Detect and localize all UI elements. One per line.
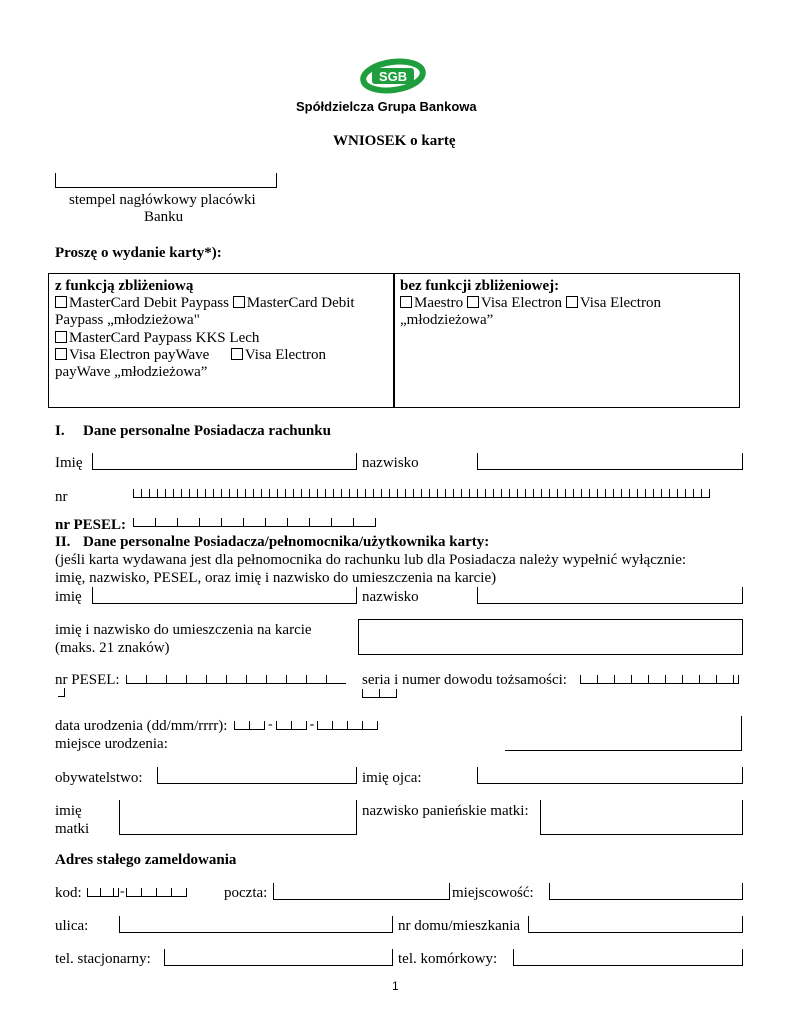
city-label: miejscowość: [452,885,534,901]
card-name-label-2: (maks. 21 znaków) [55,640,170,656]
page-title: WNIOSEK o kartę [333,133,456,149]
citizenship-label: obywatelstwo: [55,770,143,786]
checkbox-visa-electron[interactable] [467,296,479,308]
id-doc-input-2[interactable] [362,688,397,698]
card-name-label-1: imię i nazwisko do umieszczenia na karcie [55,622,312,638]
stamp-label-1: stempel nagłówkowy placówki [69,192,256,208]
street-label: ulica: [55,918,89,934]
s1-nazwisko-label: nazwisko [362,455,419,471]
card-name-input[interactable] [358,619,743,655]
stamp-label-2: Banku [144,209,184,225]
s1-imie-label: Imię [55,455,83,471]
contactless-heading: z funkcją zbliżeniową [55,278,194,294]
checkbox-mastercard-debit-paypass-youth[interactable] [233,296,245,308]
postcode-label: kod: [55,885,82,901]
s1-pesel-input[interactable] [133,517,376,527]
street-input[interactable] [119,916,393,933]
s1-last-name-input[interactable] [477,453,743,470]
mother-maiden-input[interactable] [540,800,743,835]
non-contactless-heading: bez funkcji zbliżeniowej: [400,278,560,294]
mobile-label: tel. komórkowy: [398,951,498,967]
section2-note-2: imię, nazwisko, PESEL, oraz imię i nazwisko do umieszczenia na karcie) [55,570,497,586]
s2-last-name-input[interactable] [477,587,743,604]
id-doc-input[interactable] [580,674,739,684]
s2-imie-label: imię [55,589,82,605]
id-doc-label: seria i numer dowodu tożsamości: [362,672,567,688]
house-number-label: nr domu/mieszkania [398,918,521,934]
citizenship-input[interactable] [157,767,357,784]
card-right-row-2: „młodzieżowa” [400,312,494,328]
card-row-2: Paypass „młodzieżowa" [55,312,200,328]
card-row-1: MasterCard Debit Paypass MasterCard Debit [55,295,355,312]
stamp-field[interactable] [55,173,277,188]
birth-place-label: miejsce urodzenia: [55,736,168,752]
sgb-logo [360,58,426,94]
section2-heading: Dane personalne Posiadacza/pełnomocnika/użytkownika karty: [83,534,490,550]
page-number: 1 [392,979,399,993]
card-row-3: MasterCard Paypass KKS Lech [55,330,259,347]
mobile-input[interactable] [513,949,743,966]
bank-name: Spółdzielcza Grupa Bankowa [296,99,477,114]
mother-name-label-1: imię [55,803,82,819]
mother-name-input[interactable] [119,800,357,835]
s2-first-name-input[interactable] [92,587,357,604]
s1-account-number-input[interactable] [133,488,710,498]
checkbox-visa-electron-paywave-youth[interactable] [231,348,243,360]
checkbox-mastercard-paypass-kks[interactable] [55,331,67,343]
section1-heading: Dane personalne Posiadacza rachunku [83,423,331,439]
section2-num: II. [55,534,71,550]
house-number-input[interactable] [528,916,743,933]
card-right-row-1: Maestro Visa Electron Visa Electron [400,295,661,312]
landline-label: tel. stacjonarny: [55,951,151,967]
mother-name-label-2: matki [55,821,90,837]
card-row-5: payWave „młodzieżowa” [55,364,208,380]
checkbox-maestro[interactable] [400,296,412,308]
request-label: Proszę o wydanie karty*): [55,245,222,261]
card-row-4: Visa Electron payWave Visa Electron [55,347,326,364]
s1-pesel-label: nr PESEL: [55,517,126,533]
svg-text:SGB: SGB [378,69,408,84]
s1-first-name-input[interactable] [92,453,357,470]
landline-input[interactable] [164,949,393,966]
mother-maiden-label: nazwisko panieńskie matki: [362,803,529,819]
s2-pesel-label: nr PESEL: [55,672,120,688]
checkbox-mastercard-debit-paypass[interactable] [55,296,67,308]
address-heading: Adres stałego zameldowania [55,852,237,868]
s1-nr-label: nr [55,489,68,505]
birth-date-label: data urodzenia (dd/mm/rrrr): [55,718,228,734]
postcode-input[interactable]: - [87,887,187,897]
father-name-input[interactable] [477,767,743,784]
post-office-label: poczta: [224,885,268,901]
checkbox-visa-electron-youth[interactable] [566,296,578,308]
city-input[interactable] [549,883,743,900]
checkbox-visa-electron-paywave[interactable] [55,348,67,360]
birth-place-input[interactable] [505,716,742,751]
s2-pesel-last-tick [58,688,65,697]
post-office-input[interactable] [273,883,450,900]
s2-pesel-input[interactable] [126,674,346,684]
father-name-label: imię ojca: [362,770,422,786]
birth-date-input[interactable]: - - [234,720,378,730]
s2-nazwisko-label: nazwisko [362,589,419,605]
section1-num: I. [55,423,65,439]
section2-note-1: (jeśli karta wydawana jest dla pełnomocnika do rachunku lub dla Posiadacza należy wypełnić wyłącznie: [55,552,687,568]
